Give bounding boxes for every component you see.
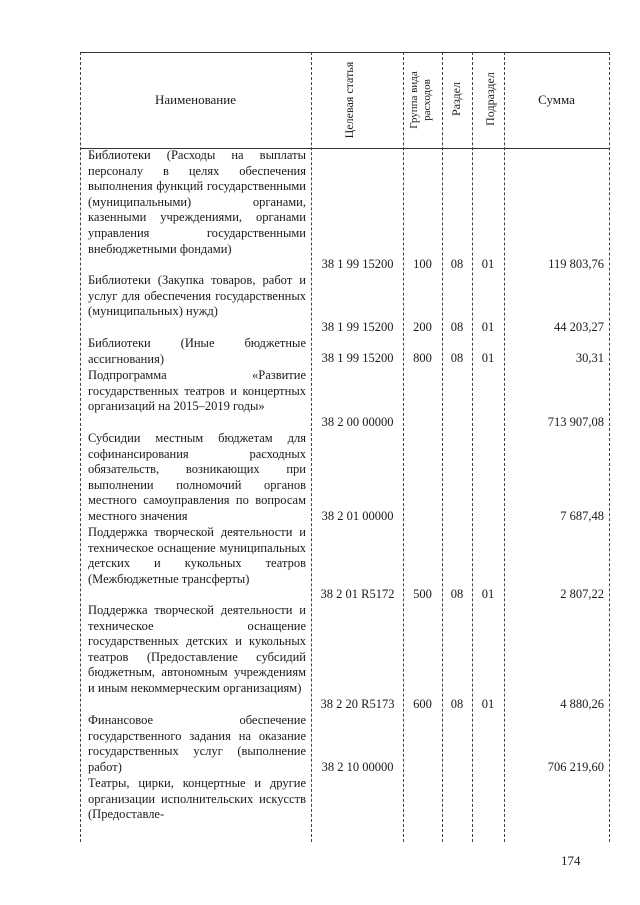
row-sum: 119 803,76 bbox=[548, 257, 604, 271]
row-target: 38 1 99 15200 bbox=[321, 257, 394, 271]
col-line-subsection bbox=[504, 52, 505, 842]
row-name: Библиотеки (Расходы на выплаты персоналу в целях обеспечения выполнения функций государственными (муниципальными) органами, казенными учреждениями, органами управления государственными внебюджетными фондами) bbox=[88, 148, 306, 256]
row-subsection: 01 bbox=[481, 697, 495, 711]
row-group: 600 bbox=[413, 697, 432, 711]
row-sum: 4 880,26 bbox=[560, 697, 604, 711]
header-sum: Сумма bbox=[538, 92, 575, 107]
row-target: 38 1 99 15200 bbox=[321, 351, 394, 365]
col-line-section bbox=[472, 52, 473, 842]
row-group: 100 bbox=[413, 257, 432, 271]
row-subsection: 01 bbox=[481, 257, 495, 271]
col-line-name bbox=[311, 52, 312, 842]
header-name: Наименование bbox=[155, 92, 236, 107]
row-subsection: 01 bbox=[481, 587, 495, 601]
row-section: 08 bbox=[450, 257, 464, 271]
page-number: 174 bbox=[561, 853, 581, 868]
row-name: Театры, цирки, концертные и другие организации исполнительских искусств (Предоставле- bbox=[88, 776, 306, 822]
row-name: Финансовое обеспечение государственного задания на оказание государственных услуг (выполнение работ) bbox=[88, 713, 306, 774]
row-section: 08 bbox=[450, 587, 464, 601]
row-sum: 713 907,08 bbox=[547, 415, 604, 429]
row-group: 200 bbox=[413, 320, 432, 334]
row-sum: 30,31 bbox=[575, 351, 604, 365]
row-target: 38 2 10 00000 bbox=[321, 760, 394, 774]
row-target: 38 2 20 R5173 bbox=[320, 697, 395, 711]
row-section: 08 bbox=[450, 351, 464, 365]
col-line-target bbox=[403, 52, 404, 842]
row-target: 38 2 00 00000 bbox=[321, 415, 394, 429]
row-section: 08 bbox=[450, 697, 464, 711]
row-subsection: 01 bbox=[481, 351, 495, 365]
row-name: Поддержка творческой деятельности и техническое оснащение государственных детских и кукольных театров (Предоставление субсидий бюджетным, автономным учреждениям и иным некоммерческим организациям) bbox=[88, 603, 306, 695]
row-name: Поддержка творческой деятельности и техническое оснащение муниципальных детских и кукольных театров (Межбюджетные трансферты) bbox=[88, 525, 306, 586]
col-line-right bbox=[609, 52, 610, 842]
col-line-left bbox=[80, 52, 81, 842]
row-sum: 706 219,60 bbox=[547, 760, 604, 774]
row-target: 38 2 01 00000 bbox=[321, 509, 394, 523]
row-section: 08 bbox=[450, 320, 464, 334]
row-group: 800 bbox=[413, 351, 432, 365]
budget-table bbox=[80, 52, 610, 842]
row-target: 38 2 01 R5172 bbox=[320, 587, 395, 601]
header-section: Раздел bbox=[449, 82, 463, 116]
row-target: 38 1 99 15200 bbox=[321, 320, 394, 334]
header-group: Группа вида расходов bbox=[408, 71, 433, 129]
row-name: Библиотеки (Иные бюджетные ассигнования) bbox=[88, 336, 306, 366]
row-sum: 7 687,48 bbox=[560, 509, 604, 523]
row-group: 500 bbox=[413, 587, 432, 601]
row-name: Подпрограмма «Развитие государственных театров и концертных организаций на 2015–2019 годы» bbox=[88, 368, 306, 414]
row-name: Библиотеки (Закупка товаров, работ и услуг для обеспечения государственных (муниципальных) нужд) bbox=[88, 273, 306, 319]
row-subsection: 01 bbox=[481, 320, 495, 334]
row-name: Субсидии местным бюджетам для софинансирования расходных обязательств, возникающих при выполнении полномочий органов местного самоуправления по вопросам местного значения bbox=[88, 431, 306, 523]
header-target: Целевая статья bbox=[342, 61, 356, 139]
row-sum: 2 807,22 bbox=[560, 587, 604, 601]
row-sum: 44 203,27 bbox=[554, 320, 604, 334]
col-line-group bbox=[442, 52, 443, 842]
header-subsection: Подраздел bbox=[483, 72, 497, 126]
